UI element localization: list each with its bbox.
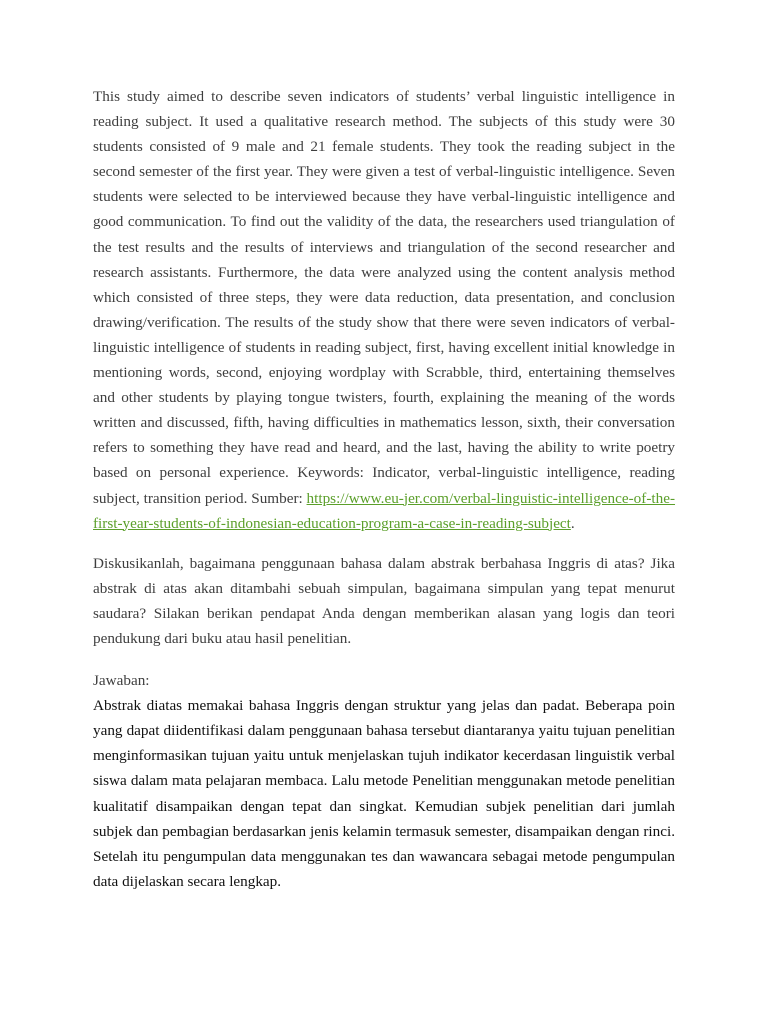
source-label: Sumber: <box>251 489 307 507</box>
abstract-text: This study aimed to describe seven indicators of students’ verbal linguistic intelligence in reading subject. It used a qualitative research method. The subjects of this study were 30 students consisted of 9 male and 21 female students. They took the reading subject in the second semester of the first year. They were given a test of verbal-linguistic intelligence. Seven students were selected to be interviewed because they have verbal-linguistic intelligence and good communication. To find out the validity of the data, the researchers used triangulation of the test results and the results of interviews and triangulation of the second researcher and research assistants. Furthermore, the data were analyzed using the content analysis method which consisted of three steps, they were data reduction, data presentation, and conclusion drawing/verification. The results of the study show that there were seven indicators of verbal-linguistic intelligence of students in reading subject, first, having excellent initial knowledge in mentioning words, second, enjoying wordplay with Scrabble, third, entertaining themselves and other students by playing tongue twisters, fourth, explaining the meaning of the words written and discussed, fifth, having difficulties in mathematics lesson, sixth, their conversation refers to something they have read and heard, and the last, having the ability to write poetry based on personal experience. Keywords: Indicator, verbal-linguistic intelligence, reading subject, transition period. <box>93 88 675 507</box>
source-link[interactable]: https://www.eu-jer.com/verbal-linguistic-intelligence-of-the-first-year-students-of-indonesian-education-program-a-case-in-reading-subject <box>93 489 676 532</box>
document-page <box>93 84 675 894</box>
abstract-paragraph <box>93 84 675 536</box>
source-end: . <box>570 514 575 532</box>
discussion-question: Diskusikanlah, bagaimana penggunaan bahasa dalam abstrak berbahasa Inggris di atas? Jika abstrak di atas akan ditambahi sebuah simpulan, bagaimana simpulan yang tepat menurut saudara? Silakan berikan pendapat Anda dengan memberikan alasan yang logis dan teori pendukung dari buku atau hasil penelitian. <box>93 554 675 647</box>
answer-paragraph: Abstrak diatas memakai bahasa Inggris dengan struktur yang jelas dan padat. Beberapa poin yang dapat diidentifikasi dalam penggunaan bahasa tersebut diantaranya yaitu tujuan penelitian menginformasikan tujuan yaitu untuk menjelaskan tujuh indikator kecerdasan linguistik verbal siswa dalam mata pelajaran membaca. Lalu metode Penelitian menggunakan metode penelitian kualitatif disampaikan dengan tepat dan singkat. Kemudian subjek penelitian dari jumlah subjek dan pembagian berdasarkan jenis kelamin termasuk semester, disampaikan dengan rinci. Setelah itu pengumpulan data menggunakan tes dan wawancara sebagai metode pengumpulan data dijelaskan secara lengkap. <box>93 697 675 890</box>
answer-label: Jawaban: <box>93 672 150 690</box>
